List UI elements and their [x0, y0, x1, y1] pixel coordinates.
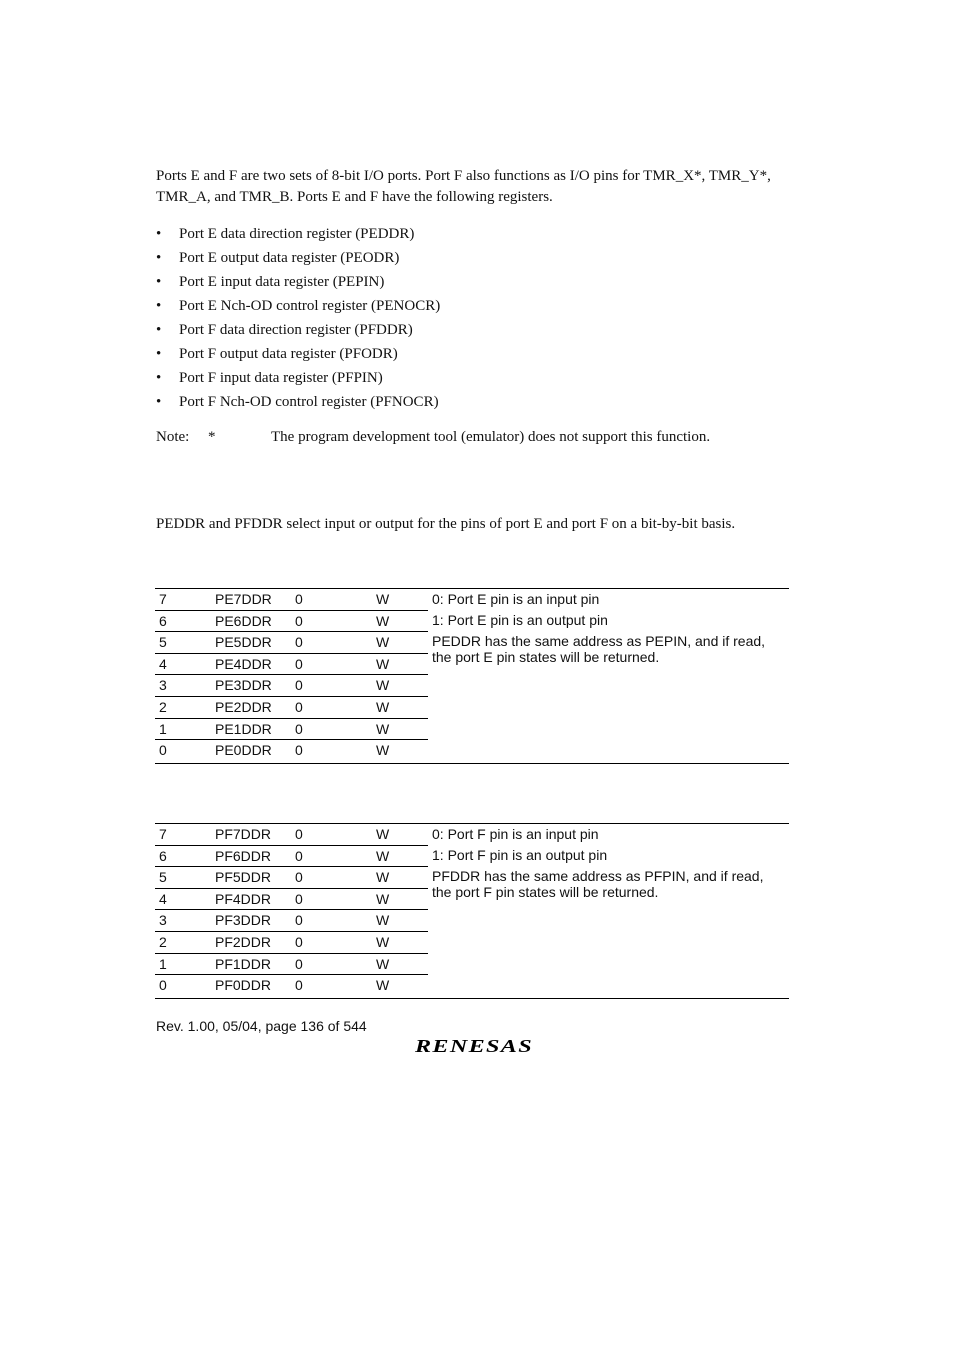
table-row — [155, 654, 428, 676]
bullet-icon: • — [156, 274, 162, 290]
bit-name-cell: PF6DDR — [215, 847, 272, 864]
rw-cell: W — [376, 826, 390, 842]
register-name: Port F data direction register (PFDDR) — [179, 322, 413, 338]
bit-cell: 7 — [159, 826, 167, 842]
bit-name-cell: PF5DDR — [215, 869, 272, 886]
initial-value-cell: 0 — [295, 742, 303, 759]
bit-cell: 7 — [159, 591, 167, 607]
initial-value-cell: 0 — [295, 591, 303, 607]
rw-cell: W — [376, 742, 390, 759]
list-item — [156, 392, 440, 416]
table-row — [155, 889, 428, 911]
bit-cell: 5 — [159, 634, 167, 651]
rw-cell: W — [376, 699, 390, 715]
renesas-logo — [413, 1037, 537, 1055]
table-row — [155, 824, 428, 846]
note-mark: * — [208, 429, 216, 445]
description-cell — [432, 591, 792, 665]
description-line: 0: Port F pin is an input pin — [432, 826, 599, 842]
table-row — [155, 632, 428, 654]
table-row — [155, 975, 428, 997]
logo-wordmark: RENESAS — [413, 1037, 533, 1055]
bit-cell: 3 — [159, 677, 167, 694]
bit-cell: 1 — [159, 955, 167, 972]
description-line: PFDDR has the same address as PFPIN, and if read, — [432, 868, 764, 884]
register-list — [156, 224, 440, 416]
initial-value-cell: 0 — [295, 634, 303, 651]
intro-paragraph: Ports E and F are two sets of 8-bit I/O ports. Port F also functions as I/O pins for TMR_X*, TMR_Y*, TMR_A, and TMR_B. Ports E and F have the following registers. — [156, 168, 771, 205]
table-row — [155, 697, 428, 719]
bullet-icon: • — [156, 250, 162, 266]
rw-cell: W — [376, 612, 390, 629]
rw-cell: W — [376, 955, 390, 972]
bit-name-cell: PE4DDR — [215, 655, 272, 672]
bit-name-cell: PE3DDR — [215, 677, 272, 694]
table-row — [155, 719, 428, 741]
bullet-icon: • — [156, 346, 162, 362]
initial-value-cell: 0 — [295, 699, 303, 715]
table-row — [155, 675, 428, 697]
bit-cell: 4 — [159, 655, 167, 672]
register-name: Port E output data register (PEODR) — [179, 250, 400, 266]
table-row — [155, 954, 428, 976]
bullet-icon: • — [156, 394, 162, 410]
rw-cell: W — [376, 869, 390, 886]
rw-cell: W — [376, 720, 390, 737]
bit-cell: 0 — [159, 977, 167, 994]
register-name: Port F output data register (PFODR) — [179, 346, 398, 362]
bit-cell: 4 — [159, 890, 167, 907]
bit-cell: 0 — [159, 742, 167, 759]
description-line: 0: Port E pin is an input pin — [432, 591, 600, 607]
rw-cell: W — [376, 677, 390, 694]
bit-name-cell: PE2DDR — [215, 699, 272, 715]
description-cell — [432, 826, 792, 900]
bit-name-cell: PF4DDR — [215, 890, 272, 907]
table-row — [155, 589, 428, 611]
bit-name-cell: PF3DDR — [215, 912, 272, 929]
list-item — [156, 320, 440, 344]
register-name: Port F input data register (PFPIN) — [179, 370, 383, 386]
table-row — [155, 867, 428, 889]
bit-name-cell: PE6DDR — [215, 612, 272, 629]
page-footer: Rev. 1.00, 05/04, page 136 of 544 — [156, 1018, 367, 1034]
initial-value-cell: 0 — [295, 847, 303, 864]
bit-name-cell: PF7DDR — [215, 826, 272, 842]
note — [156, 429, 856, 449]
register-name: Port E data direction register (PEDDR) — [179, 226, 415, 242]
peddr-table — [155, 588, 789, 764]
initial-value-cell: 0 — [295, 955, 303, 972]
rw-cell: W — [376, 591, 390, 607]
description-line: 1: Port E pin is an output pin — [432, 612, 608, 628]
list-item — [156, 248, 440, 272]
register-name: Port E input data register (PEPIN) — [179, 274, 385, 290]
list-item — [156, 368, 440, 392]
ddr-paragraph: PEDDR and PFDDR select input or output for the pins of port E and port F on a bit-by-bit basis. — [156, 516, 736, 532]
initial-value-cell: 0 — [295, 912, 303, 929]
initial-value-cell: 0 — [295, 655, 303, 672]
bit-name-cell: PE0DDR — [215, 742, 272, 759]
initial-value-cell: 0 — [295, 890, 303, 907]
list-item — [156, 272, 440, 296]
bullet-icon: • — [156, 370, 162, 386]
register-name: Port E Nch-OD control register (PENOCR) — [179, 298, 441, 314]
bit-cell: 5 — [159, 869, 167, 886]
initial-value-cell: 0 — [295, 934, 303, 950]
table-row — [155, 846, 428, 868]
bit-cell: 1 — [159, 720, 167, 737]
bit-name-cell: PF0DDR — [215, 977, 272, 994]
table-row — [155, 740, 428, 762]
bit-name-cell: PE1DDR — [215, 720, 272, 737]
rw-cell: W — [376, 634, 390, 651]
bit-name-cell: PE5DDR — [215, 634, 272, 651]
pfddr-table — [155, 823, 789, 999]
rw-cell: W — [376, 847, 390, 864]
initial-value-cell: 0 — [295, 869, 303, 886]
rw-cell: W — [376, 912, 390, 929]
note-label: Note: — [156, 429, 190, 445]
rw-cell: W — [376, 655, 390, 672]
bit-cell: 6 — [159, 612, 167, 629]
description-line: the port F pin states will be returned. — [432, 884, 659, 900]
bit-cell: 6 — [159, 847, 167, 864]
bit-cell: 2 — [159, 934, 167, 950]
initial-value-cell: 0 — [295, 977, 303, 994]
table-row — [155, 910, 428, 932]
rw-cell: W — [376, 890, 390, 907]
bullet-icon: • — [156, 226, 162, 242]
bullet-icon: • — [156, 298, 162, 314]
bit-cell: 2 — [159, 699, 167, 715]
initial-value-cell: 0 — [295, 677, 303, 694]
note-text: The program development tool (emulator) does not support this function. — [271, 429, 711, 445]
description-line: PEDDR has the same address as PEPIN, and if read, — [432, 633, 766, 649]
initial-value-cell: 0 — [295, 612, 303, 629]
bullet-icon: • — [156, 322, 162, 338]
bit-name-cell: PF1DDR — [215, 955, 272, 972]
table-row — [155, 611, 428, 633]
list-item — [156, 296, 440, 320]
rw-cell: W — [376, 977, 390, 994]
bit-cell: 3 — [159, 912, 167, 929]
description-line: the port E pin states will be returned. — [432, 649, 660, 665]
description-line: 1: Port F pin is an output pin — [432, 847, 608, 863]
bit-name-cell: PF2DDR — [215, 934, 272, 950]
table-row — [155, 932, 428, 954]
list-item — [156, 344, 440, 368]
initial-value-cell: 0 — [295, 720, 303, 737]
rw-cell: W — [376, 934, 390, 950]
bit-name-cell: PE7DDR — [215, 591, 272, 607]
initial-value-cell: 0 — [295, 826, 303, 842]
register-name: Port F Nch-OD control register (PFNOCR) — [179, 394, 439, 410]
list-item — [156, 224, 440, 248]
